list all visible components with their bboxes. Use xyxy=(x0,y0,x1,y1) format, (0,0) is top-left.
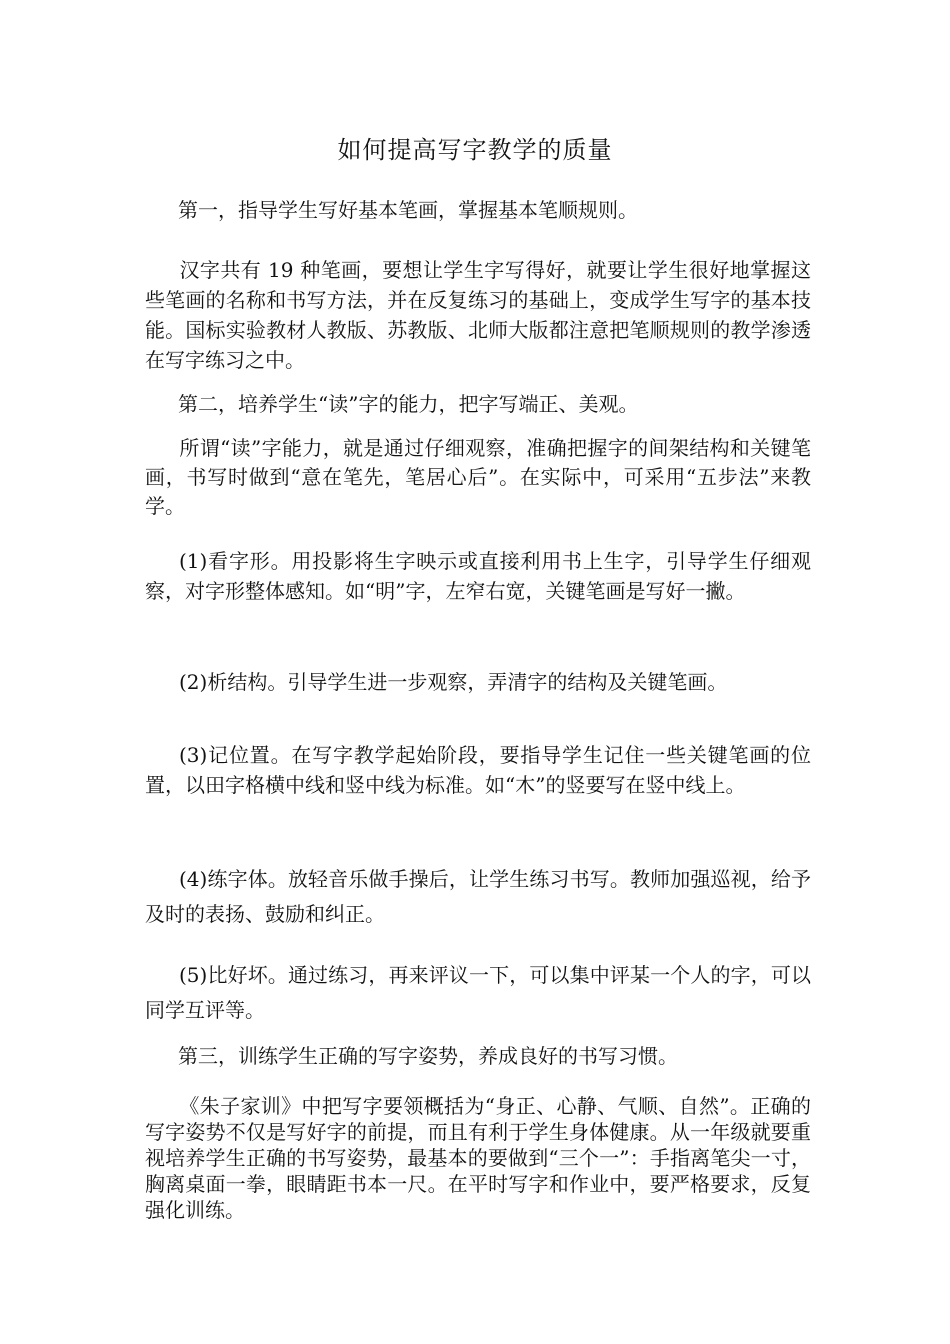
paragraph-posture xyxy=(145,1093,811,1223)
step-1-paragraph xyxy=(145,546,811,606)
paragraph-reading xyxy=(145,434,811,521)
paragraph-reading-text: 所谓“读”字能力，就是通过仔细观察，准确把握字的间架结构和关键笔画，书写时做到“意在笔先，笔居心后”。在实际中，可采用“五步法”来教学。 xyxy=(145,436,811,518)
section-heading-3: 第三，训练学生正确的写字姿势，养成良好的书写习惯。 xyxy=(178,1044,678,1068)
section-heading-1: 第一，指导学生写好基本笔画，掌握基本笔顺规则。 xyxy=(178,198,638,222)
step-5-text: (5)比好坏。通过练习，再来评议一下，可以集中评某一个人的字，可以同学互评等。 xyxy=(145,963,811,1022)
step-4-text: (4)练字体。放轻音乐做手操后，让学生练习书写。教师加强巡视，给予及时的表扬、鼓励和纠正。 xyxy=(145,867,811,926)
page-title: 如何提高写字教学的质量 xyxy=(337,136,613,164)
step-4-paragraph xyxy=(145,862,811,932)
step-1-text: (1)看字形。用投影将生字映示或直接利用书上生字，引导学生仔细观察，对字形整体感知。如“明”字，左窄右宽，关键笔画是写好一撇。 xyxy=(145,549,811,603)
paragraph-strokes xyxy=(145,255,811,375)
paragraph-posture-text: 《朱子家训》中把写字要领概括为“身正、心静、气顺、自然”。正确的写字姿势不仅是写好字的前提，而且有利于学生身体健康。从一年级就要重视培养学生正确的书写姿势，最基本的要做到“三个一”：手指离笔尖一寸，胸离桌面一拳，眼睛距书本一尺。在平时写字和作业中，要严格要求，反复强化训练。 xyxy=(145,1094,811,1222)
step-2-paragraph xyxy=(145,668,811,697)
step-2-text: (2)析结构。引导学生进一步观察，弄清字的结构及关键笔画。 xyxy=(179,670,728,694)
paragraph-strokes-text: 汉字共有 19 种笔画，要想让学生字写得好，就要让学生很好地掌握这些笔画的名称和书写方法，并在反复练习的基础上，变成学生写字的基本技能。国标实验教材人教版、苏教版、北师大版都注意把笔顺规则的教学渗透在写字练习之中。 xyxy=(145,258,811,372)
step-3-text: (3)记位置。在写字教学起始阶段，要指导学生记住一些关键笔画的位置，以田字格横中线和竖中线为标准。如“木”的竖要写在竖中线上。 xyxy=(145,743,811,797)
section-heading-2: 第二，培养学生“读”字的能力，把字写端正、美观。 xyxy=(178,392,639,416)
step-5-paragraph xyxy=(145,958,811,1028)
step-3-paragraph xyxy=(145,740,811,800)
